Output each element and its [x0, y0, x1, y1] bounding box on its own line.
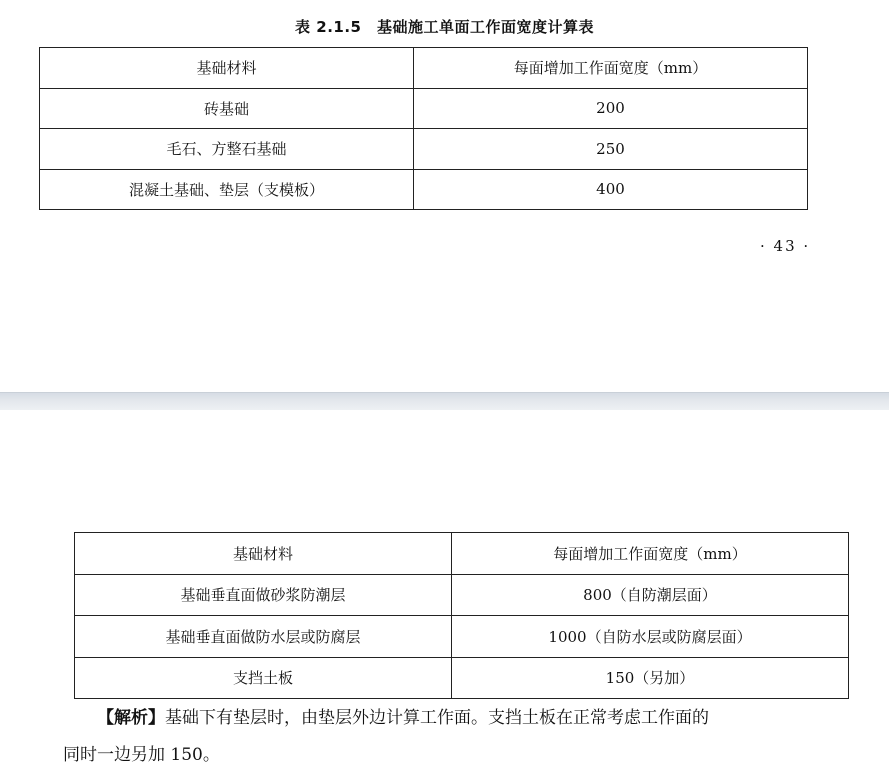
analysis-text-1: 基础下有垫层时，由垫层外边计算工作面。支挡土板在正常考虑工作面的 [165, 708, 709, 728]
table-cell: 200 [414, 88, 808, 129]
table-row [40, 88, 808, 129]
table-cell: 混凝土基础、垫层（支模板） [40, 169, 414, 210]
table-title: 表 2.1.5 基础施工单面工作面宽度计算表 [295, 18, 594, 36]
table-row [40, 169, 808, 210]
table-header-row [40, 48, 808, 89]
table-cell: 毛石、方整石基础 [40, 129, 414, 170]
header-cell-width: 每面增加工作面宽度（mm） [414, 48, 808, 89]
analysis-line-2: 同时一边另加 150。 [63, 745, 220, 765]
header-cell-material: 基础材料 [40, 48, 414, 89]
table-cell: 800（自防潮层面） [452, 574, 849, 616]
analysis-paragraph [63, 700, 873, 774]
table-row [75, 616, 849, 658]
table-cell: 400 [414, 169, 808, 210]
page-separator [0, 392, 889, 411]
table-cell: 1000（自防水层或防腐层面） [452, 616, 849, 658]
work-surface-width-table-continued [74, 532, 849, 699]
table-cell: 250 [414, 129, 808, 170]
table-cell: 基础垂直面做砂浆防潮层 [75, 574, 452, 616]
table-header-row [75, 533, 849, 575]
table-row [75, 574, 849, 616]
work-surface-width-table [39, 47, 808, 210]
table-cell: 基础垂直面做防水层或防腐层 [75, 616, 452, 658]
table-cell: 支挡土板 [75, 657, 452, 699]
document-page-44 [0, 410, 889, 775]
table-cell: 砖基础 [40, 88, 414, 129]
table-cell: 150（另加） [452, 657, 849, 699]
page-number: · 43 · [760, 237, 811, 255]
table-row [75, 657, 849, 699]
table-row [40, 129, 808, 170]
analysis-label: 【解析】 [97, 708, 165, 728]
analysis-line-1 [63, 700, 873, 737]
header-cell-width: 每面增加工作面宽度（mm） [452, 533, 849, 575]
header-cell-material: 基础材料 [75, 533, 452, 575]
